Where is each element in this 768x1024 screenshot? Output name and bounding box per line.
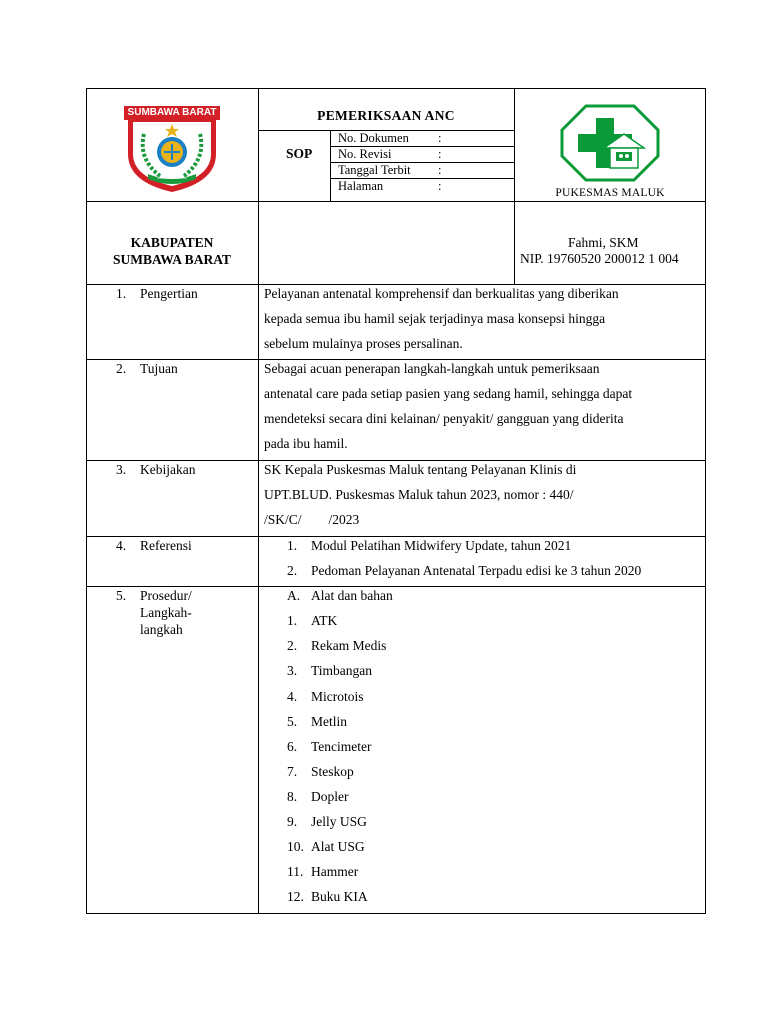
section-text-line: pada ibu hamil. <box>264 436 348 451</box>
section-text-line: mendeteksi secara dini kelainan/ penyakit/ gangguan yang diderita <box>264 411 624 426</box>
section-number: 1. <box>116 286 127 301</box>
section-label: Tujuan <box>140 361 178 376</box>
list-item-number: 1. <box>287 613 298 628</box>
section-label: Langkah- <box>140 605 192 620</box>
puskesmas-logo-icon <box>560 104 660 182</box>
sop-label: SOP <box>286 146 313 161</box>
reference-number: 2. <box>287 563 298 578</box>
section-text-line: Pelayanan antenatal komprehensif dan berkualitas yang diberikan <box>264 286 619 301</box>
emblem-motto-text: PARIRI LEMA BARIRI <box>157 176 187 180</box>
reference-text: Modul Pelatihan Midwifery Update, tahun 2021 <box>311 538 572 553</box>
list-item: Rekam Medis <box>311 638 387 653</box>
list-item: Metlin <box>311 714 347 729</box>
list-item: Microtois <box>311 689 364 704</box>
list-item-number: 8. <box>287 789 298 804</box>
subheading-letter: A. <box>287 588 301 603</box>
list-item: ATK <box>311 613 338 628</box>
list-item: Hammer <box>311 864 359 879</box>
section-label: Prosedur/ <box>140 588 192 603</box>
list-item-number: 5. <box>287 714 298 729</box>
doc-field-sep: : <box>438 147 442 161</box>
section-number: 2. <box>116 361 127 376</box>
section-text-line: /SK/C/ /2023 <box>264 512 360 527</box>
list-item: Buku KIA <box>311 889 368 904</box>
puskesmas-logo <box>560 104 660 182</box>
list-item-number: 7. <box>287 764 298 779</box>
subheading-text: Alat dan bahan <box>311 588 393 603</box>
doc-field-label: No. Dokumen <box>338 131 409 145</box>
emblem-banner-text: SUMBAWA BARAT <box>127 107 217 118</box>
section-number: 4. <box>116 538 127 553</box>
doc-field-sep: : <box>438 163 442 177</box>
section-label: Referensi <box>140 538 192 553</box>
section-number: 5. <box>116 588 127 603</box>
section-label: Pengertian <box>140 286 198 301</box>
reference-text: Pedoman Pelayanan Antenatal Terpadu edisi ke 3 tahun 2020 <box>311 563 642 578</box>
list-item: Dopler <box>311 789 349 804</box>
list-item-number: 6. <box>287 739 298 754</box>
sumbawa-barat-emblem <box>122 104 222 194</box>
section-text-line: kepada semua ibu hamil sejak terjadinya masa konsepsi hingga <box>264 311 606 326</box>
section-text-line: sebelum mulainya proses persalinan. <box>264 336 463 351</box>
list-item-number: 2. <box>287 638 298 653</box>
list-item-number: 11. <box>287 864 304 879</box>
section-label: Kebijakan <box>140 462 196 477</box>
list-item: Steskop <box>311 764 354 779</box>
list-item: Jelly USG <box>311 814 367 829</box>
section-text-line: antenatal care pada setiap pasien yang sedang hamil, sehingga dapat <box>264 386 633 401</box>
doc-field-sep: : <box>438 131 442 145</box>
section-text-line: SK Kepala Puskesmas Maluk tentang Pelayanan Klinis di <box>264 462 577 477</box>
list-item-number: 10. <box>287 839 304 854</box>
document-title: PEMERIKSAAN ANC <box>317 108 455 123</box>
region-line-1: KABUPATEN <box>130 235 214 250</box>
list-item-number: 3. <box>287 663 298 678</box>
section-text-line: Sebagai acuan penerapan langkah-langkah untuk pemeriksaan <box>264 361 600 376</box>
list-item: Alat USG <box>311 839 365 854</box>
signer-nip: NIP. 19760520 200012 1 004 <box>520 251 679 266</box>
list-item-number: 9. <box>287 814 298 829</box>
reference-number: 1. <box>287 538 298 553</box>
doc-field-label: Tanggal Terbit <box>338 163 411 177</box>
section-number: 3. <box>116 462 127 477</box>
region-line-2: SUMBAWA BARAT <box>113 252 231 267</box>
doc-field-label: No. Revisi <box>338 147 392 161</box>
doc-field-label: Halaman <box>338 179 384 193</box>
list-item-number: 12. <box>287 889 304 904</box>
doc-field-sep: : <box>438 179 442 193</box>
list-item-number: 4. <box>287 689 298 704</box>
list-item: Timbangan <box>311 663 373 678</box>
section-text-line: UPT.BLUD. Puskesmas Maluk tahun 2023, nomor : 440/ <box>264 487 574 502</box>
signer-name: Fahmi, SKM <box>568 235 639 250</box>
section-label: langkah <box>140 622 183 637</box>
puskesmas-caption: PUKESMAS MALUK <box>555 187 665 199</box>
list-item: Tencimeter <box>311 739 372 754</box>
